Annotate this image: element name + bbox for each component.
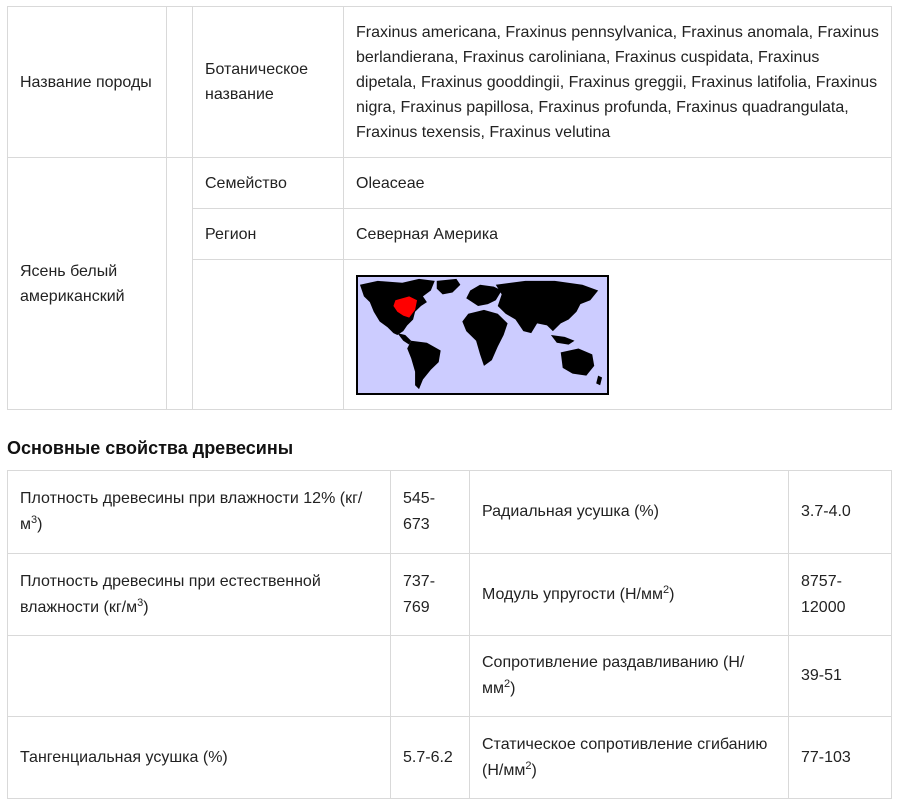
property-label (8, 636, 391, 717)
property-label: Плотность древесины при влажности 12% $(кг/м^3)$ (8, 471, 391, 554)
region-label: Регион (193, 209, 344, 260)
region-value: Северная Америка (344, 209, 892, 260)
species-info-table (7, 6, 892, 410)
family-value: Oleaceae (344, 158, 892, 209)
property-value: 8757-12000 (789, 554, 892, 636)
spacer-cell (167, 7, 193, 158)
wood-properties-table (7, 470, 892, 799)
botanical-name-value: Fraxinus americana, Fraxinus pennsylvanica, Fraxinus anomala, Fraxinus berlandierana, Fraxinus caroliniana, Fraxinus cuspidata, Fraxinus dipetala, Fraxinus gooddingii, Fraxinus greggii, Fraxinus latifolia, Fraxinus nigra, Fraxinus papillosa, Fraxinus profunda, Fraxinus quadrangulata, Fraxinus texensis, Fraxinus velutina (344, 7, 892, 158)
species-row-botanical (8, 7, 892, 158)
property-label: Тангенциальная усушка (%) (8, 717, 391, 799)
properties-title: Основные свойства древесины (7, 438, 294, 458)
property-label: Плотность древесины при естественной влажности $(кг/м^3)$ (8, 554, 391, 636)
species-row-family (8, 158, 892, 209)
table-row (8, 717, 892, 799)
table-row (8, 471, 892, 554)
property-label: Радиальная усушка (%) (470, 471, 789, 554)
botanical-name-label: Ботаническое название (193, 7, 344, 158)
property-value (391, 636, 470, 717)
map-label-cell (193, 260, 344, 410)
property-value: 3.7-4.0 (789, 471, 892, 554)
property-label: Статическое сопротивление сгибанию $(Н/мм^2)$ (470, 717, 789, 799)
spacer-cell (167, 158, 193, 410)
family-label: Семейство (193, 158, 344, 209)
property-value: 77-103 (789, 717, 892, 799)
world-map-graphic (358, 277, 607, 393)
property-value: 5.7-6.2 (391, 717, 470, 799)
table-row (8, 636, 892, 717)
world-map (356, 275, 609, 395)
property-value: 39-51 (789, 636, 892, 717)
property-label: Модуль упругости $(Н/мм^2)$ (470, 554, 789, 636)
species-name-value: Ясень белый американский (8, 158, 167, 410)
species-name-label: Название породы (8, 7, 167, 158)
map-cell (344, 260, 892, 410)
table-row (8, 554, 892, 636)
property-label: Сопротивление раздавливанию $(Н/мм^2)$ (470, 636, 789, 717)
property-value: 545-673 (391, 471, 470, 554)
property-value: 737-769 (391, 554, 470, 636)
